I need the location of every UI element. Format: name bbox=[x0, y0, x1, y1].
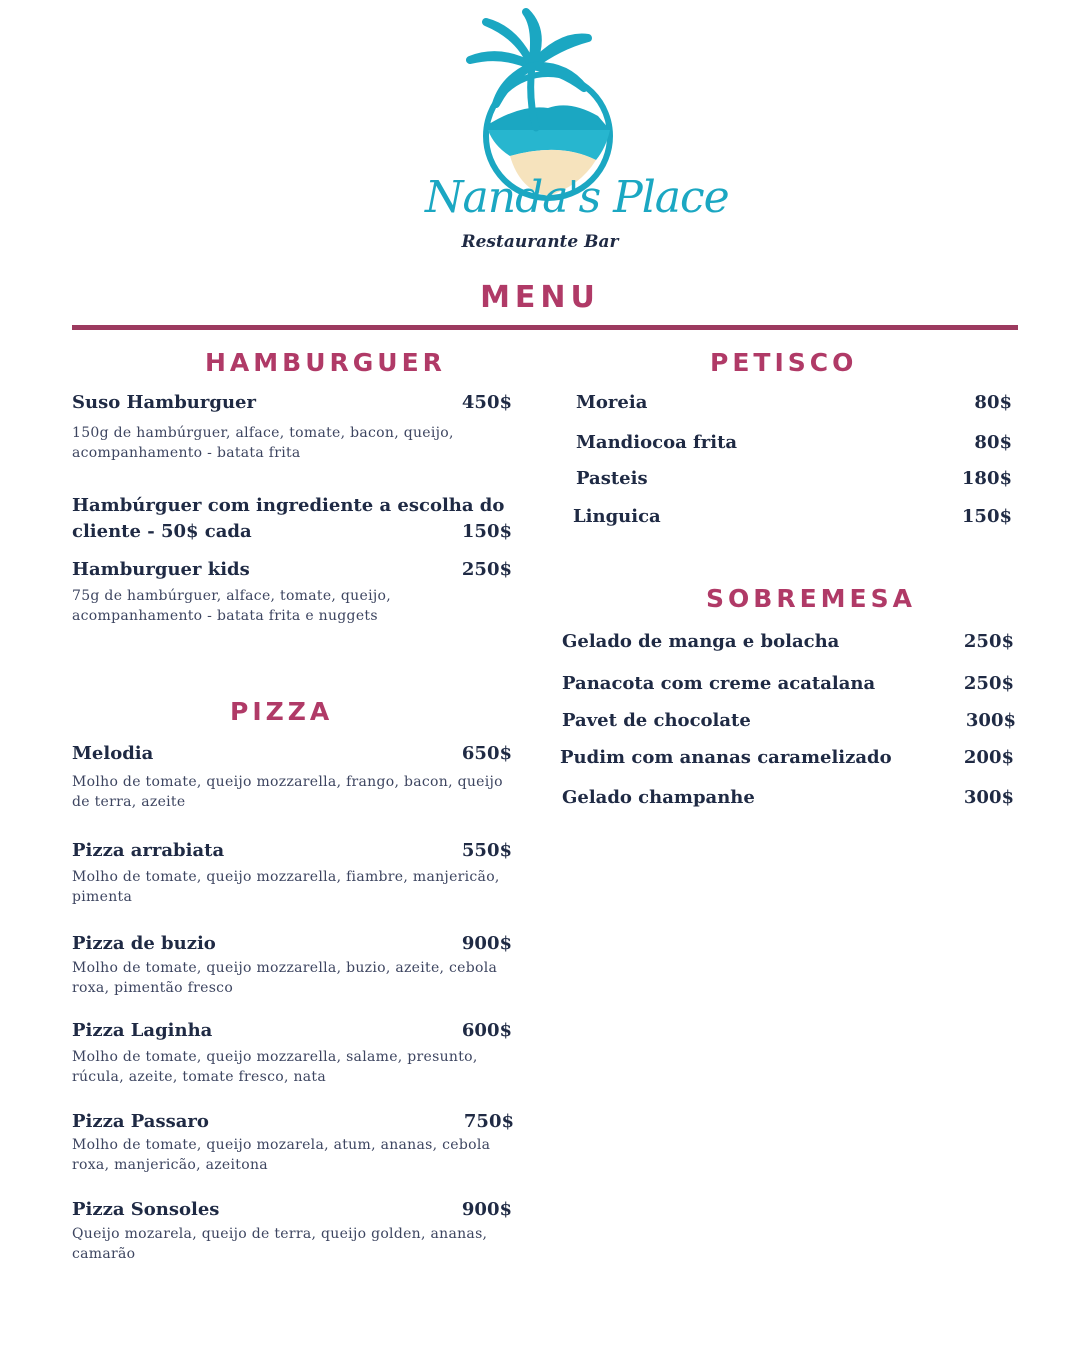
item-price: 250$ bbox=[963, 673, 1014, 694]
item-price: 300$ bbox=[965, 710, 1016, 731]
item-name: Gelado champanhe bbox=[562, 787, 755, 808]
item-description: Molho de tomate, queijo mozzarella, salame, presunto, rúcula, azeite, tomate fresco, nata bbox=[72, 1049, 478, 1085]
item-name: Pizza de buzio bbox=[72, 933, 216, 954]
brand-name: Nanda's Place bbox=[425, 172, 729, 223]
brand-subtitle: Restaurante Bar bbox=[461, 232, 619, 252]
item-price: 250$ bbox=[461, 559, 512, 580]
item-description: Queijo mozarela, queijo de terra, queijo golden, ananas, camarão bbox=[72, 1226, 488, 1262]
item-description: Molho de tomate, queijo mozarela, atum, ananas, cebola roxa, manjericão, azeitona bbox=[72, 1137, 491, 1173]
item-description: 75g de hambúrguer, alface, tomate, queijo, acompanhamento - batata frita e nuggets bbox=[72, 588, 391, 624]
item-price: 80$ bbox=[974, 392, 1012, 413]
item-description: Molho de tomate, queijo mozzarella, frango, bacon, queijo de terra, azeite bbox=[72, 774, 503, 810]
item-name: Pasteis bbox=[576, 468, 648, 489]
item-price: 650$ bbox=[461, 743, 512, 764]
item-price: 450$ bbox=[461, 392, 512, 413]
item-name: Pizza Passaro bbox=[72, 1111, 209, 1132]
item-name: Mandiocoa frita bbox=[576, 432, 738, 453]
item-price: 900$ bbox=[461, 933, 512, 954]
section-title-petisco: PETISCO bbox=[710, 348, 858, 377]
item-name: Pizza arrabiata bbox=[72, 840, 225, 861]
item-price: 180$ bbox=[961, 468, 1012, 489]
item-name: Gelado de manga e bolacha bbox=[562, 631, 840, 652]
item-description: Molho de tomate, queijo mozzarella, fiambre, manjericão, pimenta bbox=[72, 869, 500, 905]
item-name: Linguica bbox=[573, 506, 661, 527]
item-price: 900$ bbox=[461, 1199, 512, 1220]
item-name: Hamburguer kids bbox=[72, 559, 250, 580]
title-divider bbox=[72, 325, 1018, 330]
item-price: 150$ bbox=[461, 521, 512, 542]
item-name: cliente - 50$ cada bbox=[72, 521, 252, 542]
item-price: 200$ bbox=[963, 747, 1014, 768]
item-name: Pudim com ananas caramelizado bbox=[560, 747, 892, 768]
item-price: 80$ bbox=[974, 432, 1012, 453]
item-description: 150g de hambúrguer, alface, tomate, bacon, queijo, acompanhamento - batata frita bbox=[72, 425, 454, 461]
section-title-sobremesa: SOBREMESA bbox=[706, 584, 916, 613]
item-price: 300$ bbox=[963, 787, 1014, 808]
menu-title: MENU bbox=[480, 280, 600, 315]
item-name: Pizza Sonsoles bbox=[72, 1199, 220, 1220]
item-name: Moreia bbox=[576, 392, 648, 413]
item-name: Melodia bbox=[72, 743, 154, 764]
item-price: 150$ bbox=[961, 506, 1012, 527]
item-price: 600$ bbox=[461, 1020, 512, 1041]
item-name: Panacota com creme acatalana bbox=[562, 673, 876, 694]
item-price: 750$ bbox=[463, 1111, 514, 1132]
item-name: Pavet de chocolate bbox=[562, 710, 751, 731]
item-name: Hambúrguer com ingrediente a escolha do bbox=[72, 495, 505, 516]
item-price: 550$ bbox=[461, 840, 512, 861]
item-price: 250$ bbox=[963, 631, 1014, 652]
item-name: Suso Hamburguer bbox=[72, 392, 256, 413]
restaurant-logo bbox=[420, 8, 729, 270]
palm-beach-logo-icon bbox=[420, 8, 729, 270]
section-title-hamburguer: HAMBURGUER bbox=[205, 348, 446, 377]
item-name: Pizza Laginha bbox=[72, 1020, 213, 1041]
section-title-pizza: PIZZA bbox=[230, 697, 334, 726]
item-description: Molho de tomate, queijo mozzarella, buzio, azeite, cebola roxa, pimentão fresco bbox=[72, 960, 498, 996]
